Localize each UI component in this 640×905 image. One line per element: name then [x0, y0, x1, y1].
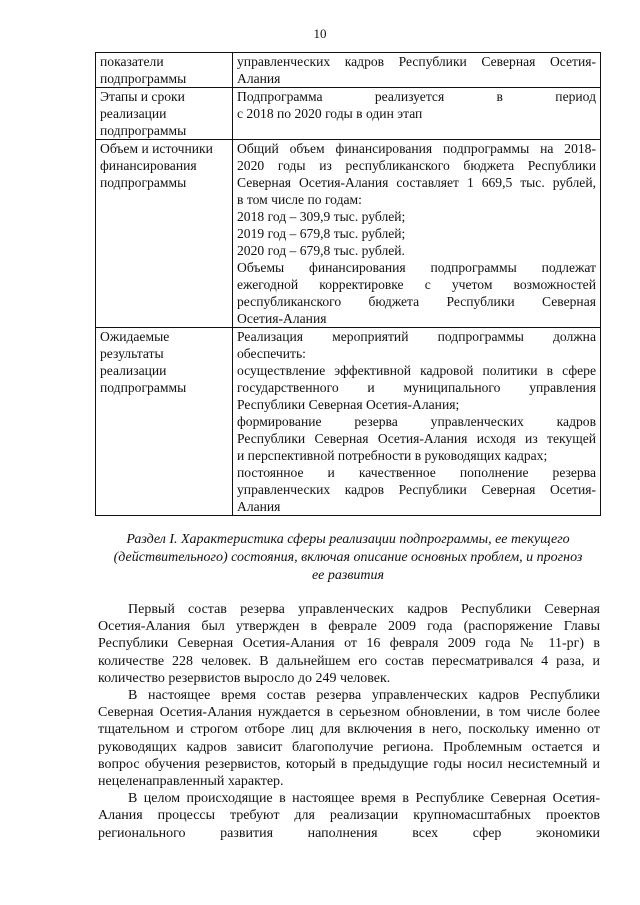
- paragraph-line: количестве 228 человек. В дальнейшем его состав пересматривался 4 раза, и: [98, 653, 600, 669]
- row-label-line: подпрограммы: [100, 380, 187, 395]
- row-label-line: результаты: [100, 346, 164, 361]
- paragraph-line: Осетия-Алания был утвержден в феврале 2009 года (распоряжение Главы: [98, 619, 600, 635]
- row-content-line: управленческих кадров Республики Северная Осетия-: [237, 482, 596, 497]
- row-content-cell: [233, 328, 601, 516]
- row-content-line: формирование резерва управленческих кадров: [237, 414, 596, 429]
- row-content-line: 2018 год – 309,9 тыс. рублей;: [237, 209, 406, 224]
- row-content-cell: [233, 140, 601, 328]
- table-row: [96, 88, 601, 140]
- row-content-line: Объемы финансирования подпрограммы подлежат: [237, 260, 596, 275]
- paragraph-line: В целом происходящие в настоящее время в Республике Северная Осетия-: [128, 791, 600, 807]
- row-label-line: Этапы и сроки: [100, 89, 185, 104]
- paragraph-line: Северная Осетия-Алания нуждается в серьезном обновлении, в том числе более: [98, 705, 600, 721]
- row-content-line: Алания: [237, 71, 281, 86]
- row-content-cell: [233, 88, 601, 140]
- row-content-line: Республики Северная Осетия-Алания исходя из текущей: [237, 431, 596, 446]
- paragraph-line: руководящих кадров зависит благополучие региона. Проблемным остается и: [98, 739, 600, 755]
- row-label-line: подпрограммы: [100, 123, 187, 138]
- row-content-line: 2020 год – 679,8 тыс. рублей.: [237, 243, 405, 258]
- row-content-line: 2019 год – 679,8 тыс. рублей;: [237, 226, 406, 241]
- row-content-line: с 2018 по 2020 годы в один этап: [237, 106, 423, 121]
- row-content-line: Общий объем финансирования подпрограммы на 2018-: [237, 141, 596, 156]
- table-row: [96, 53, 601, 88]
- row-content-line: Подпрограмма реализуется в период: [237, 89, 596, 104]
- paragraph: [98, 601, 600, 687]
- section-title-line: Раздел I. Характеристика сферы реализации подпрограммы, ее текущего: [126, 532, 570, 547]
- row-label-line: подпрограммы: [100, 175, 187, 190]
- paragraph: [98, 687, 600, 790]
- row-content-line: республиканского бюджета Республики Северная: [237, 294, 596, 309]
- row-label-line: реализации: [100, 106, 167, 121]
- section-title-line: (действительного) состояния, включая описание основных проблем, и прогноз: [113, 550, 583, 565]
- row-label-line: Объем и источники: [100, 141, 213, 156]
- paragraph-line: регионального развития наполнения всех сфер экономики: [98, 825, 600, 841]
- row-content-line: Северная Осетия-Алания составляет 1 669,5 тыс. рублей,: [237, 175, 596, 190]
- paragraph-line: тщательном и строгом отборе лиц для включения в него, поскольку именно от: [98, 722, 600, 738]
- row-content-line: ежегодной корректировке с учетом возможностей: [237, 277, 596, 292]
- row-content-line: государственного и муниципального управления: [237, 380, 596, 395]
- paragraph-line: вопрос обучения резервистов, который в предыдущие годы носил несистемный и: [98, 756, 600, 772]
- paragraph-line: Республики Северная Осетия-Алания от 16 февраля 2009 года № 11-рг) в: [98, 636, 600, 652]
- row-label-cell: [96, 88, 233, 140]
- table-row: [96, 140, 601, 328]
- row-label-line: реализации: [100, 363, 167, 378]
- row-content-line: в том числе по годам:: [237, 192, 362, 207]
- row-content-line: Осетия-Алания: [237, 311, 327, 326]
- row-content-line: управленческих кадров Республики Северная Осетия-: [237, 54, 596, 69]
- row-content-line: и перспективной потребности в руководящих кадрах;: [237, 448, 548, 463]
- row-label-line: показатели: [100, 54, 164, 69]
- table-row: [96, 328, 601, 516]
- section-title: [96, 531, 600, 585]
- row-content-cell: [233, 53, 601, 88]
- row-label-line: финансирования: [100, 158, 197, 173]
- row-content-line: Реализация мероприятий подпрограммы должна: [237, 329, 596, 344]
- row-label-cell: [96, 328, 233, 516]
- row-label-line: подпрограммы: [100, 71, 187, 86]
- paragraph-line: нецеленаправленный характер.: [98, 774, 284, 790]
- subprogram-passport-table: [95, 52, 601, 516]
- row-content-line: 2020 годы из республиканского бюджета Республики: [237, 158, 596, 173]
- section-title-line: ее развития: [311, 568, 385, 583]
- paragraph-line: Алания процессы требуют для реализации крупномасштабных проектов: [98, 808, 600, 824]
- body-text: [98, 601, 600, 842]
- row-content-line: постоянное и качественное пополнение резерва: [237, 465, 596, 480]
- paragraph-line: количество резервистов выросло до 249 человек.: [98, 670, 391, 686]
- row-label-cell: [96, 140, 233, 328]
- paragraph-line: В настоящее время состав резерва управленческих кадров Республики: [128, 688, 600, 704]
- page-number: 10: [313, 26, 327, 41]
- row-content-line: Алания: [237, 499, 281, 514]
- row-content-line: Республики Северная Осетия-Алания;: [237, 397, 460, 412]
- row-content-line: обеспечить:: [237, 346, 306, 361]
- paragraph: [98, 790, 600, 842]
- row-label-line: Ожидаемые: [100, 329, 170, 344]
- paragraph-line: Первый состав резерва управленческих кадров Республики Северная: [128, 602, 600, 617]
- row-content-line: осуществление эффективной кадровой политики в сфере: [237, 363, 596, 378]
- row-label-cell: [96, 53, 233, 88]
